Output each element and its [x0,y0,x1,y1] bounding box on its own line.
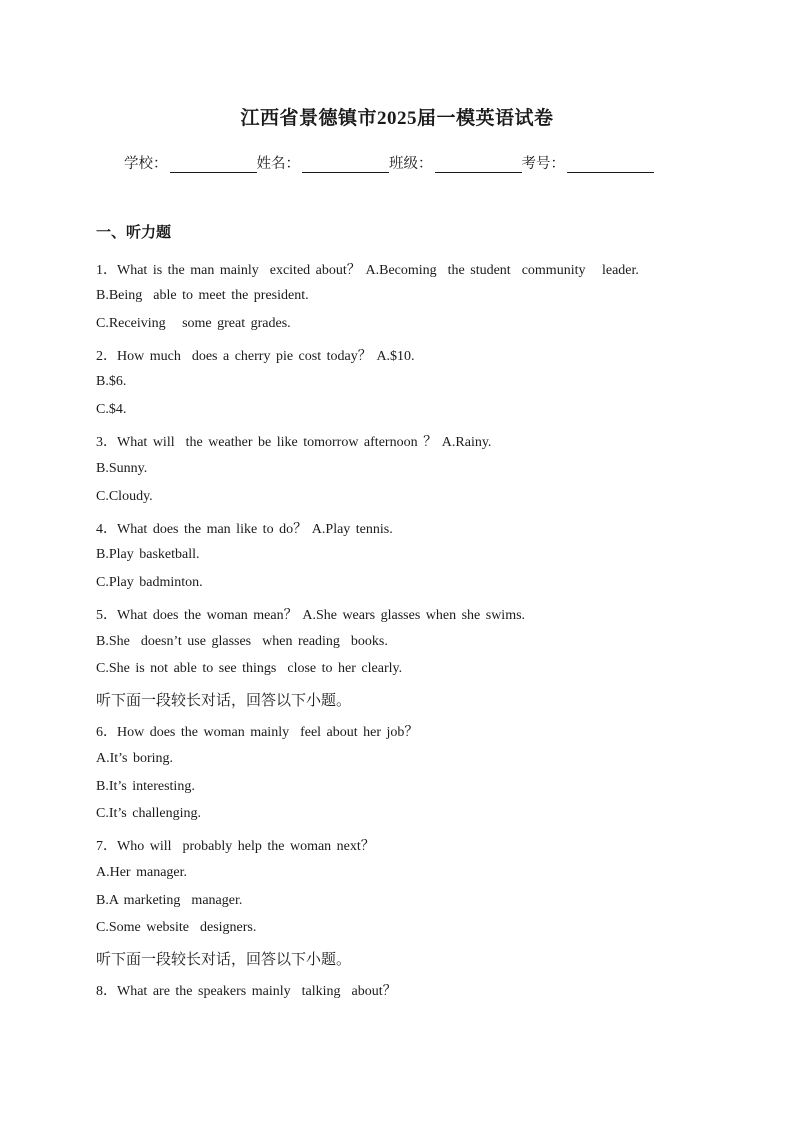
question-line: 1．What is the man mainly excited about？ A.Becoming the student community leader. [96,263,639,278]
option-line: C.Play badminton. [96,575,203,590]
question-line: 4．What does the man like to do？ A.Play tennis. [96,522,393,537]
option-line: B.$6. [96,374,127,389]
instruction-line: 听下面一段较长对话，回答以下小题。 [96,691,352,709]
option-line: A.Her manager. [96,865,188,880]
option-line: C.Some website designers. [96,920,257,935]
option-line: A.It’s boring. [96,751,174,766]
option-line: C.Cloudy. [96,489,153,504]
question-line: 3．What will the weather be like tomorrow afternoon ？ A.Rainy. [96,435,492,450]
question-line: 5．What does the woman mean？ A.She wears glasses when she swims. [96,608,526,623]
option-line: C.She is not able to see things close to her clearly. [96,661,403,676]
option-line: C.It’s challenging. [96,806,202,821]
option-line: B.A marketing manager. [96,893,243,908]
question-line: 2．How much does a cherry pie cost today？ A.$10. [96,349,415,364]
name-blank [302,155,389,173]
option-line: C.$4. [96,402,127,417]
instruction-line: 听下面一段较长对话，回答以下小题。 [96,950,352,968]
number-blank [567,155,654,173]
class-blank [435,155,522,173]
student-info-row [124,152,654,173]
exam-title: 江西省景德镇市2025届一模英语试卷 [240,108,554,129]
question-line: 8．What are the speakers mainly talking about？ [96,984,397,999]
school-label: 学校： [124,156,168,172]
number-label: 考号： [521,156,565,172]
school-blank [170,155,257,173]
class-label: 班级： [389,156,433,172]
question-line: 6．How does the woman mainly feel about her job？ [96,725,419,740]
section-heading: 一、听力题 [96,223,172,241]
option-line: C.Receiving some great grades. [96,316,291,331]
option-line: B.Being able to meet the president. [96,288,309,303]
question-line: 7．Who will probably help the woman next？ [96,839,375,854]
option-line: B.It’s interesting. [96,779,195,794]
option-line: B.Play basketball. [96,547,200,562]
option-line: B.Sunny. [96,461,148,476]
name-label: 姓名： [256,156,300,172]
option-line: B.She doesn’t use glasses when reading books. [96,634,388,649]
